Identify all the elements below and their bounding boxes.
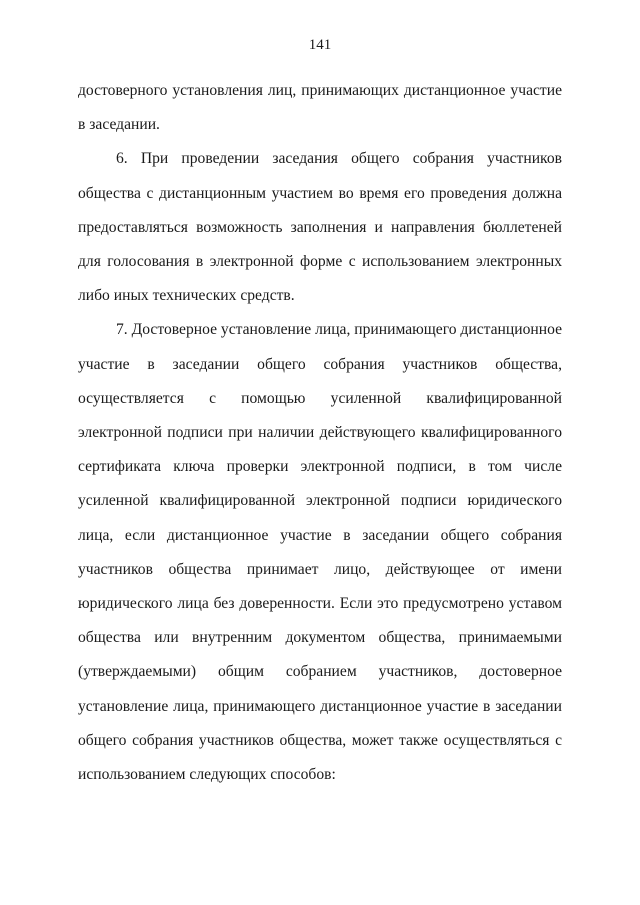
page-number: 141	[308, 37, 332, 53]
paragraph-item-6: 6. При проведении заседания общего собрания участников общества с дистанционным участием во время его проведения должна предоставляться возможность заполнения и направления бюллетеней для голосования в электронной форме с использованием электронных либо иных технических средств.	[78, 150, 562, 305]
paragraph-continuation: достоверного установления лиц, принимающих дистанционное участие в заседании.	[78, 82, 562, 134]
paragraph-item-7: 7. Достоверное установление лица, принимающего дистанционное участие в заседании общего собрания участников общества, осуществляется с помощью усиленной квалифицированной электронной подписи при наличии действующего квалифицированного сертификата ключа проверки электронной подписи, в том числе усиленной квалифицированной электронной подписи юридического лица, если дистанционное участие в заседании общего собрания участников общества принимает лицо, действующее от имени юридического лица без доверенности. Если это предусмотрено уставом общества или внутренним документом общества, принимаемыми (утверждаемыми) общим собранием участников, достоверное установление лица, принимающего дистанционное участие в заседании общего собрания участников общества, может также осуществляться с использованием следующих способов:	[78, 321, 562, 784]
document-body	[78, 74, 562, 792]
